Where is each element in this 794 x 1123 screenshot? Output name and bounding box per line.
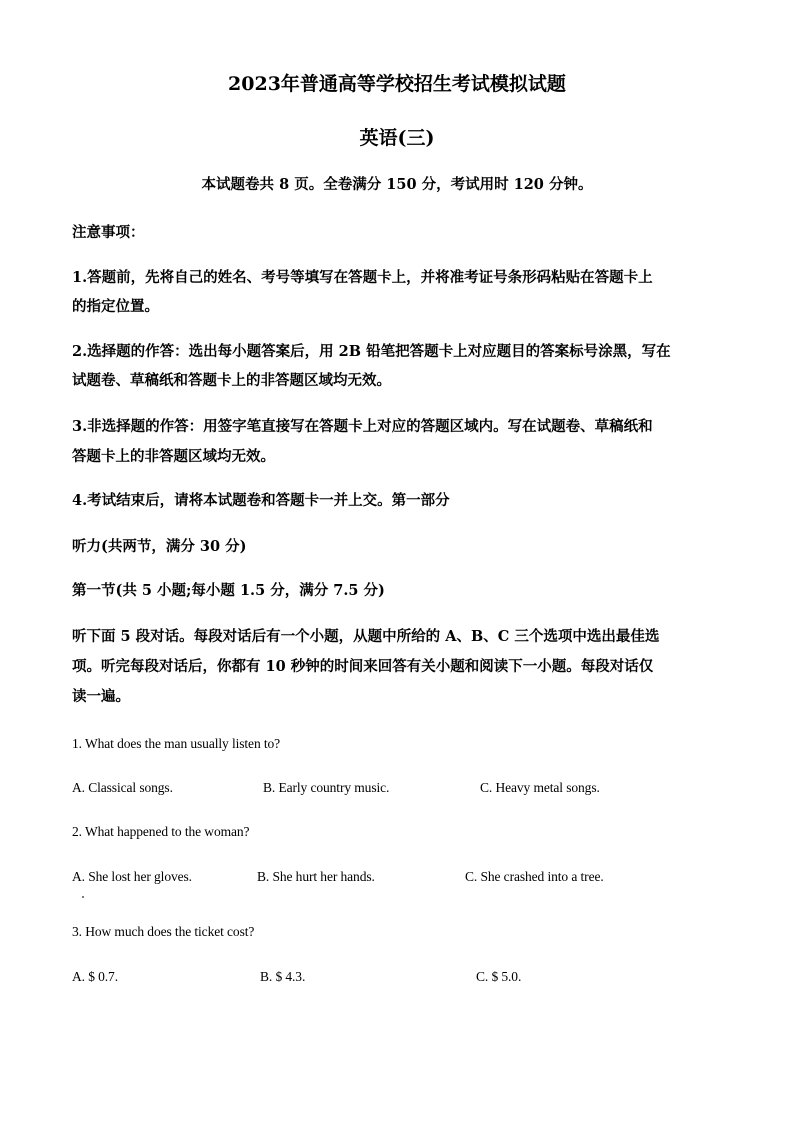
exam-subtitle: 英语(三) xyxy=(359,127,435,149)
notice-item-2-line-1: 2.选择题的作答：选出每小题答案后，用 2B 铅笔把答题卡上对应题目的答案标号涂黑，写在 xyxy=(72,343,671,360)
question-1-stem: 1. What does the man usually listen to? xyxy=(72,736,281,751)
question-3-option-b: B. $ 4.3. xyxy=(260,969,306,984)
section-title: 第一节(共 5 小题;每小题 1.5 分，满分 7.5 分) xyxy=(72,582,385,599)
question-2-stem: 2. What happened to the woman? xyxy=(72,824,250,839)
exam-title: 2023年普通高等学校招生考试模拟试题 xyxy=(228,73,566,95)
notice-item-3-line-2: 答题卡上的非答题区域均无效。 xyxy=(72,448,275,465)
notice-item-2-line-2: 试题卷、草稿纸和答题卡上的非答题区域均无效。 xyxy=(72,372,391,389)
instructions-line-1: 听下面 5 段对话。每段对话后有一个小题，从题中所给的 A、B、C 三个选项中选出最佳选 xyxy=(72,628,660,645)
question-3-stem: 3. How much does the ticket cost? xyxy=(72,924,255,939)
question-2-option-c: C. She crashed into a tree. xyxy=(465,869,604,884)
instructions-line-3: 读一遍。 xyxy=(72,688,130,705)
notice-heading: 注意事项： xyxy=(72,224,145,241)
notice-item-4-line-1: 4.考试结束后，请将本试题卷和答题卡一并上交。第一部分 xyxy=(72,492,450,509)
part-title: 听力(共两节，满分 30 分) xyxy=(72,538,247,555)
exam-meta: 本试题卷共 8 页。全卷满分 150 分，考试用时 120 分钟。 xyxy=(201,176,593,193)
question-1-option-a: A. Classical songs. xyxy=(72,780,173,795)
question-1-option-c: C. Heavy metal songs. xyxy=(480,780,600,795)
question-2-option-a: A. She lost her gloves. xyxy=(72,869,192,884)
notice-item-1-line-1: 1.答题前，先将自己的姓名、考号等填写在答题卡上，并将准考证号条形码粘贴在答题卡上 xyxy=(72,269,653,286)
question-3-option-c: C. $ 5.0. xyxy=(476,969,522,984)
stray-mark xyxy=(82,896,84,898)
question-3-option-a: A. $ 0.7. xyxy=(72,969,118,984)
question-1-option-b: B. Early country music. xyxy=(263,780,390,795)
question-2-option-b: B. She hurt her hands. xyxy=(257,869,375,884)
notice-item-3-line-1: 3.非选择题的作答：用签字笔直接写在答题卡上对应的答题区域内。写在试题卷、草稿纸和 xyxy=(72,418,653,435)
notice-item-1-line-2: 的指定位置。 xyxy=(72,298,159,315)
instructions-line-2: 项。听完每段对话后，你都有 10 秒钟的时间来回答有关小题和阅读下一小题。每段对话仅 xyxy=(72,658,654,675)
